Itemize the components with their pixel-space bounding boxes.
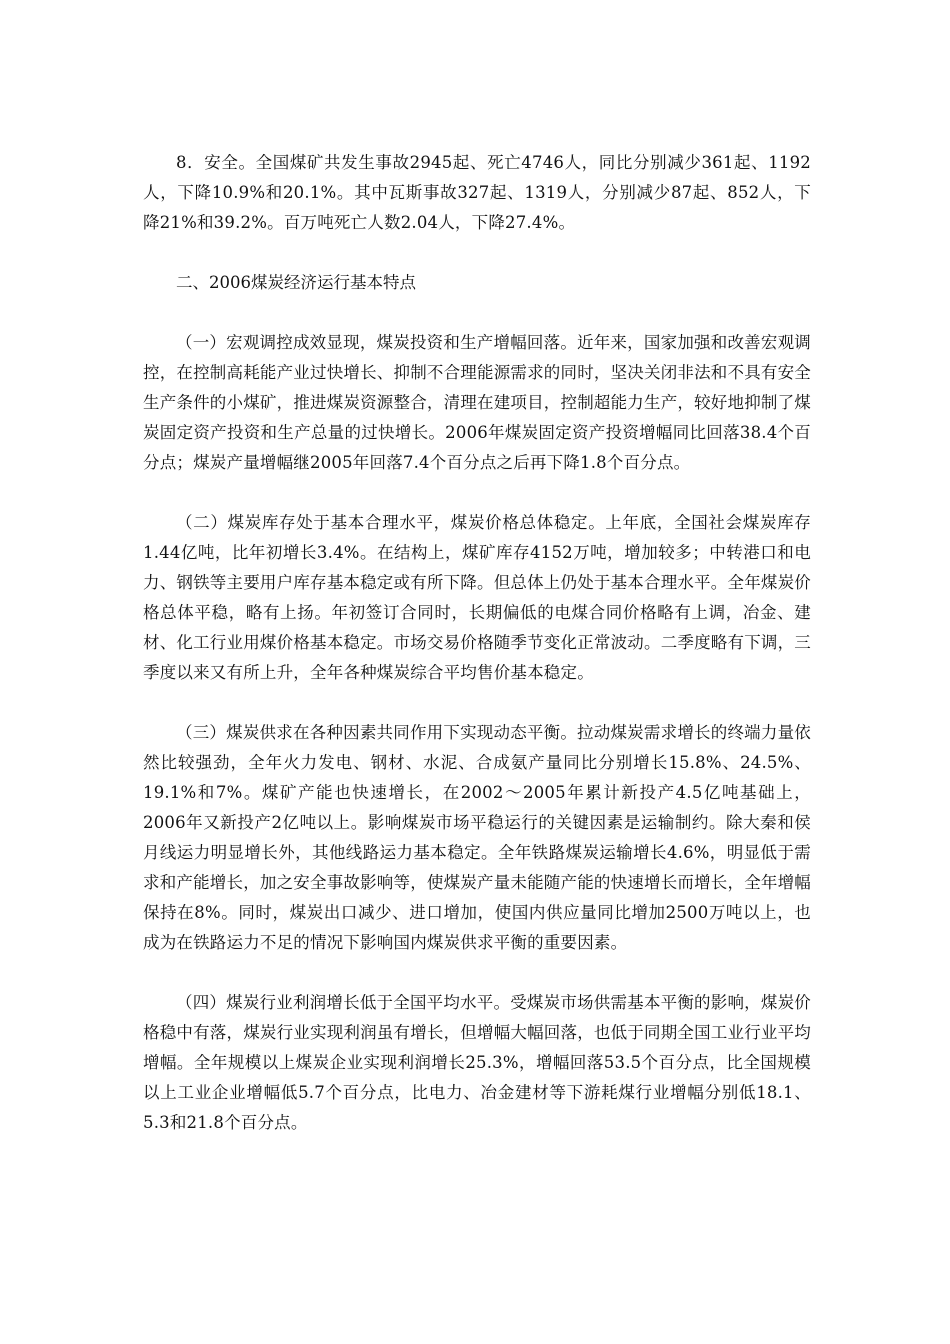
paragraph-spacer: [143, 688, 811, 718]
paragraph-spacer: [143, 238, 811, 268]
paragraph-macro-control: （一）宏观调控成效显现，煤炭投资和生产增幅回落。近年来，国家加强和改善宏观调控，在控制高耗能产业过快增长、抑制不合理能源需求的同时，坚决关闭非法和不具有安全生产条件的小煤矿，推进煤炭资源整合，清理在建项目，控制超能力生产，较好地抑制了煤炭固定资产投资和生产总量的过快增长。2006年煤炭固定资产投资增幅同比回落38.4个百分点；煤炭产量增幅继2005年回落7.4个百分点之后再下降1.8个百分点。: [143, 333, 811, 472]
paragraph-safety: 8．安全。全国煤矿共发生事故2945起、死亡4746人，同比分别减少361起、1192人，下降10.9%和20.1%。其中瓦斯事故327起、1319人，分别减少87起、852人，下降21%和39.2%。百万吨死亡人数2.04人，下降27.4%。: [143, 153, 811, 232]
paragraph-spacer: [143, 478, 811, 508]
paragraph-spacer: [143, 298, 811, 328]
document-body: [143, 148, 811, 1138]
paragraph-supply-demand: （三）煤炭供求在各种因素共同作用下实现动态平衡。拉动煤炭需求增长的终端力量依然比较强劲，全年火力发电、钢材、水泥、合成氨产量同比分别增长15.8%、24.5%、19.1%和7%。煤矿产能也快速增长，在2002～2005年累计新投产4.5亿吨基础上，2006年又新投产2亿吨以上。影响煤炭市场平稳运行的关键因素是运输制约。除大秦和侯月线运力明显增长外，其他线路运力基本稳定。全年铁路煤炭运输增长4.6%，明显低于需求和产能增长，加之安全事故影响等，使煤炭产量未能随产能的快速增长而增长，全年增幅保持在8%。同时，煤炭出口减少、进口增加，使国内供应量同比增加2500万吨以上，也成为在铁路运力不足的情况下影响国内煤炭供求平衡的重要因素。: [143, 723, 811, 952]
paragraph-spacer: [143, 958, 811, 988]
paragraph-profit: （四）煤炭行业利润增长低于全国平均水平。受煤炭市场供需基本平衡的影响，煤炭价格稳中有落，煤炭行业实现利润虽有增长，但增幅大幅回落，也低于同期全国工业行业平均增幅。全年规模以上煤炭企业实现利润增长25.3%，增幅回落53.5个百分点，比全国规模以上工业企业增幅低5.7个百分点，比电力、冶金建材等下游耗煤行业增幅分别低18.1、5.3和21.8个百分点。: [143, 993, 811, 1132]
paragraph-inventory-price: （二）煤炭库存处于基本合理水平，煤炭价格总体稳定。上年底，全国社会煤炭库存1.44亿吨，比年初增长3.4%。在结构上，煤矿库存4152万吨，增加较多；中转港口和电力、钢铁等主要用户库存基本稳定或有所下降。但总体上仍处于基本合理水平。全年煤炭价格总体平稳，略有上扬。年初签订合同时，长期偏低的电煤合同价格略有上调，冶金、建材、化工行业用煤价格基本稳定。市场交易价格随季节变化正常波动。二季度略有下调，三季度以来又有所上升，全年各种煤炭综合平均售价基本稳定。: [143, 513, 811, 682]
section-heading: 二、2006煤炭经济运行基本特点: [176, 273, 416, 292]
